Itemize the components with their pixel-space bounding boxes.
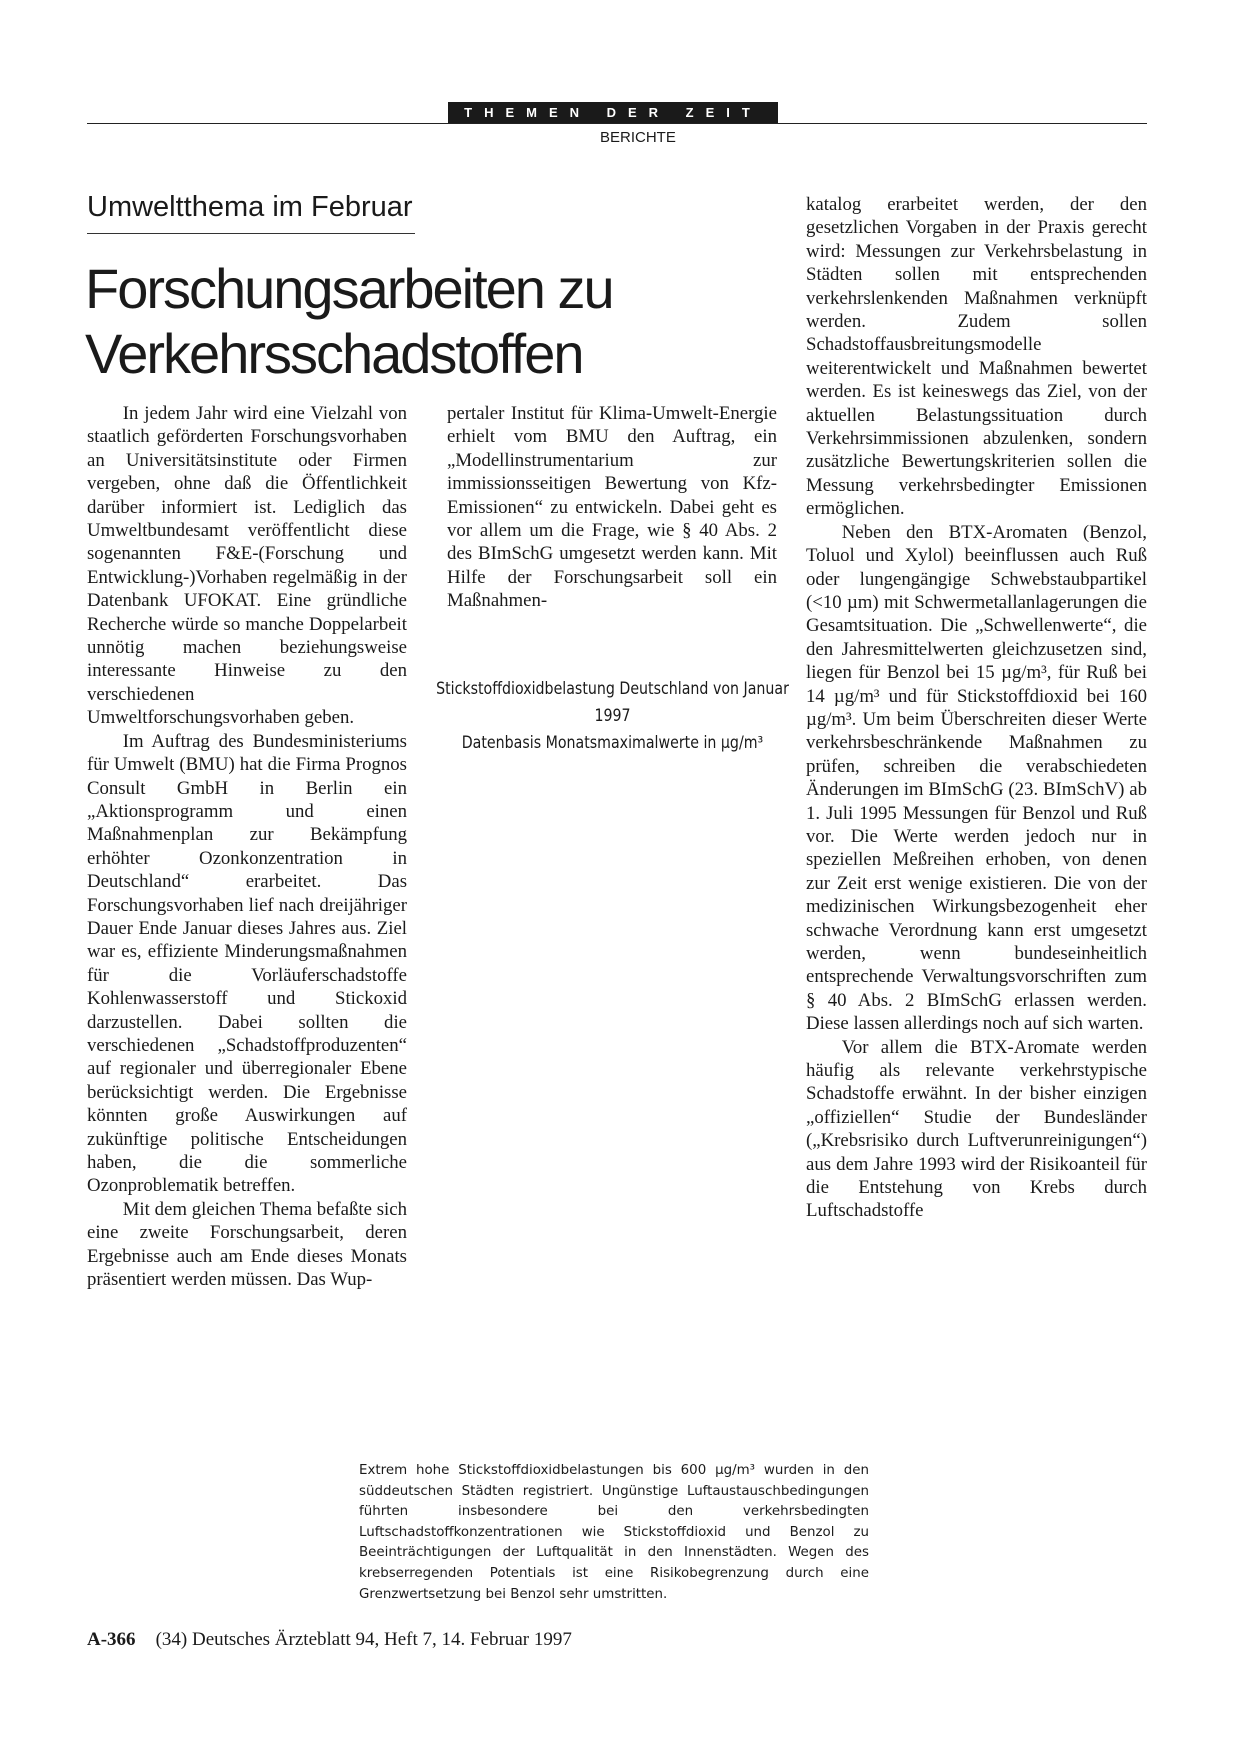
article-subtitle: Umweltthema im Februar [87,191,413,223]
paragraph: Mit dem gleichen Thema befaßte sich eine zweite Forschungsarbeit, deren Ergebnisse auch am Ende dieses Monats präsentiert werden müssen. Das Wup- [87,1198,407,1291]
header-rule [87,123,1147,124]
text-column-3 [806,193,1147,1223]
figure-title [430,675,796,756]
section-label: BERICHTE [600,129,676,146]
figure-title-line-1: Stickstoffdioxidbelastung Deutschland von Januar 1997 [436,679,789,725]
page-number: A-366 [87,1629,136,1650]
subtitle-rule [87,233,415,234]
paragraph: pertaler Institut für Klima-Umwelt-Energie erhielt vom BMU den Auftrag, ein „Modellinstrumentarium zur immissionsseitigen Bewertung von Kfz-Emissionen“ zu entwickeln. Dabei geht es vor allem um die Frage, wie § 40 Abs. 2 des BImSchG umgesetzt werden kann. Mit Hilfe der Forschungsarbeit soll ein Maßnahmen- [447,403,777,612]
paragraph: Im Auftrag des Bundesministeriums für Umwelt (BMU) hat die Firma Prognos Consult GmbH in Berlin ein „Aktionsprogramm und einen Maßnahmenplan zur Bekämpfung erhöhter Ozonkonzentration in Deutschland“ erarbeitet. Das Forschungsvorhaben lief nach dreijähriger Dauer Ende Januar dieses Jahres aus. Ziel war es, effiziente Minderungsmaßnahmen für die Vorläuferschadstoffe Kohlenwasserstoff und Stickoxid darzustellen. Dabei sollten die verschiedenen „Schadstoffproduzenten“ auf regionaler und überregionaler Ebene berücksichtigt werden. Die Ergebnisse könnten große Auswirkungen auf zukünftige politische Entscheidungen haben, die die sommerliche Ozonproblematik betreffen. [87,730,407,1197]
text-column-2 [447,402,777,613]
kicker-label: THEMEN DER ZEIT [448,102,778,123]
page-footer [87,1629,572,1651]
figure-caption: Extrem hohe Stickstoffdioxidbelastungen bis 600 µg/m³ wurden in den süddeutschen Städten registriert. Ungünstige Luftaustauschbedingungen führten insbesondere bei den verkehrsbedingten Luftschadstoffkonzentrationen wie Stickstoffdioxid und Benzol zu Beeinträchtigungen der Luftqualität in den Innenstädten. Wegen des krebserregenden Potentials ist eine Risikobegrenzung durch eine Grenzwertsetzung bei Benzol sehr umstritten. [359,1463,869,1602]
paragraph: Neben den BTX-Aromaten (Benzol, Toluol und Xylol) beeinflussen auch Ruß oder lungengängige Schwebstaubpartikel (<10 µm) mit Schwermetallanlagerungen die Gesamtsituation. Die „Schwellenwerte“, die den Jahresmittelwerten gleichzusetzen sind, liegen für Benzol bei 15 µg/m³, für Ruß bei 14 µg/m³ und für Stickstoffdioxid bei 160 µg/m³. Um beim Überschreiten dieser Werte verkehrsbeschränkende Maßnahmen zu prüfen, schreiben die verabschiedeten Änderungen im BImSchG (23. BImSchV) ab 1. Juli 1995 Messungen für Benzol und Ruß vor. Die Werte werden jedoch nur in speziellen Meßreihen erhoben, von denen zur Zeit erst wenige existieren. Die von der medizinischen Wirkungsbezogenheit eher schwache Verordnung kann erst umgesetzt werden, wenn bundeseinheitlich entsprechende Verwaltungsvorschriften zum § 40 Abs. 2 BImSchG erlassen werden. Diese lassen allerdings noch auf sich warten. [806,521,1147,1035]
journal-citation: (34) Deutsches Ärzteblatt 94, Heft 7, 14. Februar 1997 [155,1629,572,1650]
figure-title-line-2: Datenbasis Monatsmaximalwerte in µg/m³ [461,733,764,752]
paragraph: In jedem Jahr wird eine Vielzahl von staatlich geförderten Forschungsvorhaben an Universitätsinstitute oder Firmen vergeben, ohne daß die Öffentlichkeit darüber informiert ist. Lediglich das Umweltbundesamt veröffentlicht diese sogenannten F&E-(Forschung und Entwicklung-)Vorhaben regelmäßig in der Datenbank UFOKAT. Eine gründliche Recherche würde so manche Doppelarbeit unnötig machen beziehungsweise interessante Hinweise zu den verschiedenen Umweltforschungsvorhaben geben. [87,403,407,729]
article-headline: Forschungsarbeiten zu Verkehrsschadstoffen [85,257,613,385]
text-column-1 [87,402,407,1291]
paragraph: Vor allem die BTX-Aromate werden häufig als relevante verkehrstypische Schadstoffe erwähnt. In der bisher einzigen „offiziellen“ Studie der Bundesländer („Krebsrisiko durch Luftverunreinigungen“) aus dem Jahre 1993 wird der Risikoanteil für die Entstehung von Krebs durch Luftschadstoffe [806,1036,1147,1222]
paragraph: katalog erarbeitet werden, der den gesetzlichen Vorgaben in der Praxis gerecht wird: Messungen zur Verkehrsbelastung in Städten sollen mit entsprechenden verkehrslenkenden Maßnahmen verknüpft werden. Zudem sollen Schadstoffausbreitungsmodelle weiterentwickelt und Maßnahmen bewertet werden. Es ist keineswegs das Ziel, von der aktuellen Belastungssituation durch Verkehrsimmissionen abzulenken, sondern zusätzliche Bewertungskriterien sollen die Messung verkehrsbedingter Emissionen ermöglichen. [806,194,1147,520]
